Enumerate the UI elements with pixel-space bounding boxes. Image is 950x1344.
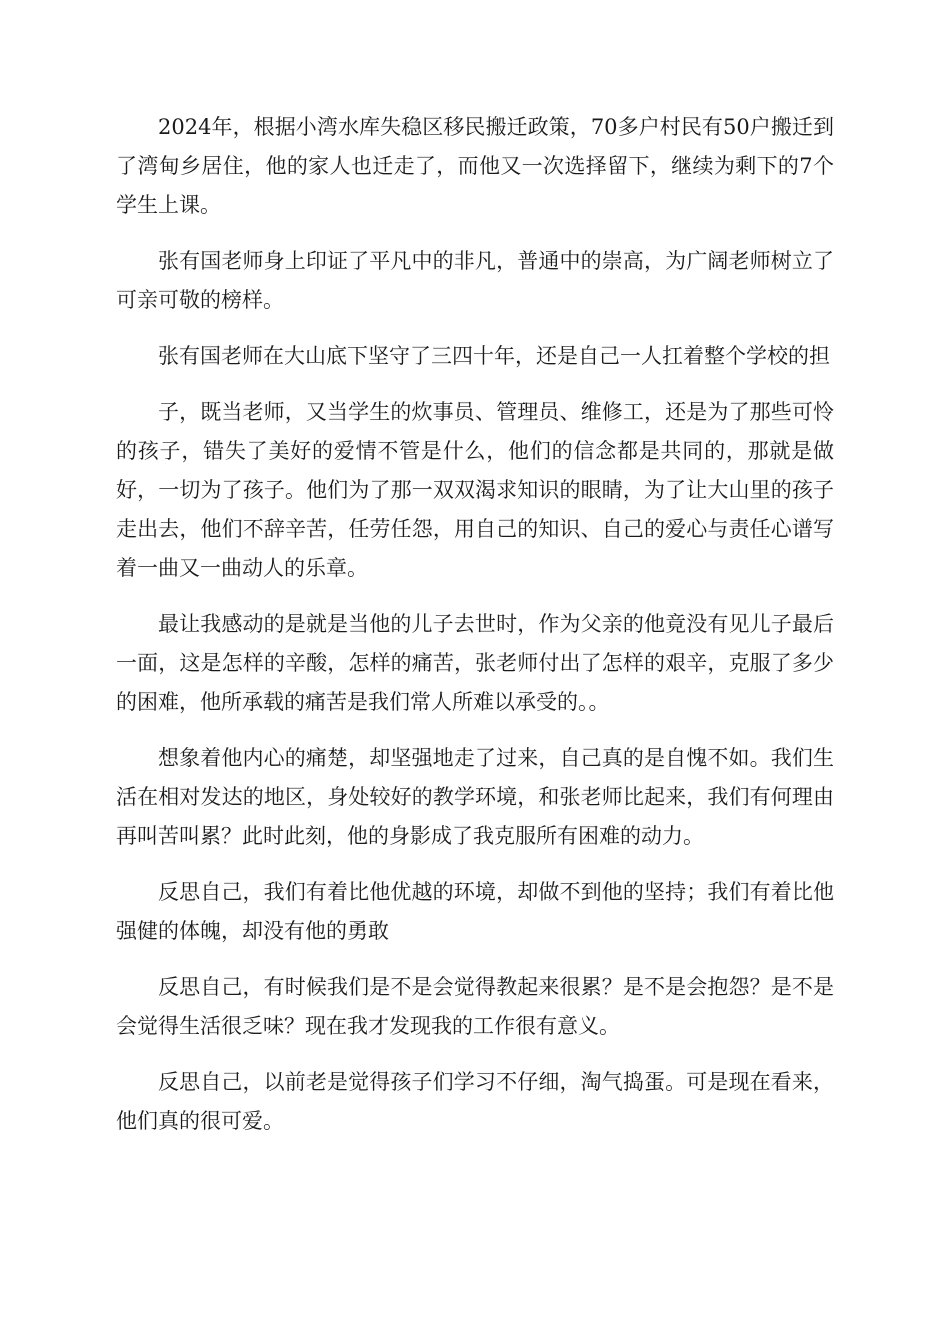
paragraph: 想象着他内心的痛楚，却坚强地走了过来，自己真的是自愧不如。我们生活在相对发达的地区，身处较好的教学环境，和张老师比起来，我们有何理由再叫苦叫累？此时此刻，他的身影成了我克服所有困难的动力。 — [116, 746, 834, 848]
paragraph: 张有国老师在大山底下坚守了三四十年，还是自己一人扛着整个学校的担 — [158, 344, 830, 368]
paragraph: 2024年，根据小湾水库失稳区移民搬迁政策，70多户村民有50户搬迁到了湾甸乡居住，他的家人也迁走了，而他又一次选择留下，继续为剩下的7个学生上课。 — [116, 115, 834, 217]
paragraph: 反思自己，我们有着比他优越的环境，却做不到他的坚持；我们有着比他强健的体魄，却没有他的勇敢 — [116, 880, 834, 943]
paragraph: 张有国老师身上印证了平凡中的非凡，普通中的崇高，为广阔老师树立了可亲可敬的榜样。 — [116, 249, 834, 312]
paragraph: 子，既当老师，又当学生的炊事员、管理员、维修工，还是为了那些可怜的孩子，错失了美好的爱情不管是什么，他们的信念都是共同的，那就是做好，一切为了孩子。他们为了那一双双渴求知识的眼睛，为了让大山里的孩子走出去，他们不辞辛苦，任劳任怨，用自己的知识、自己的爱心与责任心谱写着一曲又一曲动人的乐章。 — [116, 400, 834, 580]
paragraph: 反思自己，以前老是觉得孩子们学习不仔细，淘气捣蛋。可是现在看来，他们真的很可爱。 — [116, 1070, 834, 1133]
document-body — [116, 108, 834, 1158]
paragraph: 最让我感动的是就是当他的儿子去世时，作为父亲的他竟没有见儿子最后一面，这是怎样的辛酸，怎样的痛苦，张老师付出了怎样的艰辛，克服了多少的困难，他所承载的痛苦是我们常人所难以承受的。。 — [116, 612, 834, 714]
paragraph: 反思自己，有时候我们是不是会觉得教起来很累？是不是会抱怨？是不是会觉得生活很乏味？现在我才发现我的工作很有意义。 — [116, 975, 834, 1038]
